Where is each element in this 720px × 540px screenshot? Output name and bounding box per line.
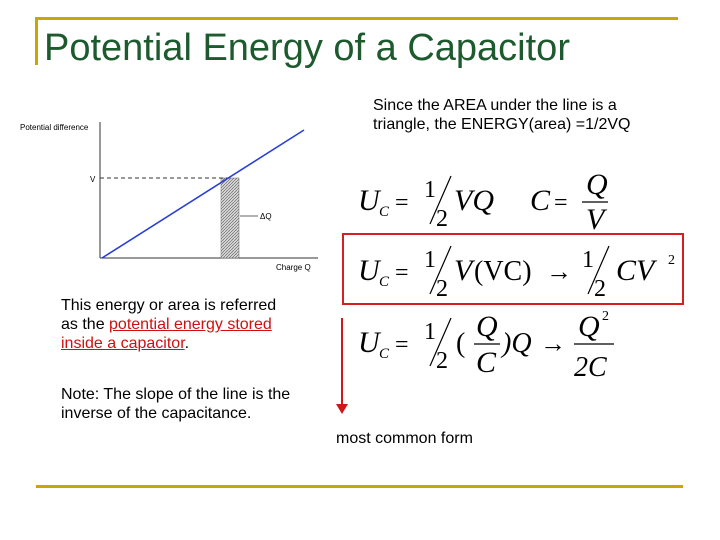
- svg-text:V: V: [454, 254, 473, 287]
- energy-text-line3-post: .: [184, 335, 190, 352]
- svg-text:2: 2: [594, 276, 606, 300]
- potential-charge-graph: [18, 112, 328, 274]
- svg-text:2: 2: [668, 253, 675, 268]
- slope-line: [102, 130, 304, 258]
- energy-text-line2-pre: as the: [61, 316, 110, 333]
- equation-2: [350, 238, 682, 300]
- svg-text:1: 1: [424, 247, 436, 273]
- svg-text:1: 1: [582, 247, 594, 273]
- energy-text-line1: This energy or area is referred: [61, 297, 277, 314]
- svg-text:=: =: [395, 260, 409, 286]
- svg-text:=: =: [395, 332, 409, 358]
- svg-text:→: →: [540, 329, 566, 358]
- area-note-line2: triangle, the ENERGY(area) =1/2VQ: [373, 116, 631, 133]
- svg-text:2: 2: [602, 309, 609, 324]
- svg-text:2: 2: [436, 348, 448, 374]
- svg-text:Q: Q: [578, 310, 600, 343]
- dq-label: ΔQ: [260, 212, 272, 221]
- svg-text:C: C: [379, 204, 390, 220]
- svg-text:C: C: [530, 184, 551, 217]
- svg-text:Q: Q: [586, 168, 608, 201]
- area-note: [373, 96, 630, 134]
- y-axis-label: Potential difference: [20, 123, 89, 132]
- svg-text:(VC): (VC): [474, 256, 532, 287]
- slope-note-line1: Note: The slope of the line is the: [61, 386, 291, 403]
- energy-text-line3: [61, 334, 276, 353]
- slope-note: [61, 385, 290, 423]
- svg-text:→: →: [546, 257, 572, 286]
- svg-text:U: U: [358, 326, 380, 359]
- svg-text:=: =: [395, 190, 409, 216]
- common-form-arrow: [341, 318, 343, 406]
- svg-text:Q: Q: [476, 310, 498, 343]
- potential-energy-link[interactable]: potential energy stored: [109, 316, 272, 333]
- svg-text:1: 1: [424, 177, 436, 203]
- equation-3: [350, 306, 630, 384]
- inside-capacitor-link[interactable]: inside a capacitor: [61, 335, 185, 352]
- svg-text:=: =: [554, 190, 568, 216]
- energy-text-line2: [61, 315, 276, 334]
- left-rule: [35, 17, 38, 65]
- svg-text:CV: CV: [616, 254, 655, 287]
- x-axis-label: Charge Q: [276, 263, 311, 272]
- delta-q-strip: [221, 178, 239, 258]
- arrow-head-icon: [336, 404, 348, 414]
- top-rule: [36, 17, 678, 20]
- slope-note-line2: inverse of the capacitance.: [61, 405, 252, 422]
- svg-text:2: 2: [436, 276, 448, 300]
- svg-text:C: C: [379, 346, 390, 362]
- area-note-line1: Since the AREA under the line is a: [373, 97, 617, 114]
- svg-text:2: 2: [436, 206, 448, 230]
- svg-text:C: C: [379, 274, 390, 290]
- slide-title: Potential Energy of a Capacitor: [44, 27, 570, 69]
- svg-text:U: U: [358, 254, 380, 287]
- svg-text:(: (: [456, 328, 466, 359]
- svg-text:V: V: [586, 203, 605, 230]
- energy-explanation: [61, 296, 276, 353]
- v-tick-label: V: [90, 175, 96, 184]
- svg-text:U: U: [358, 184, 380, 217]
- svg-text:)Q: )Q: [502, 328, 532, 359]
- svg-text:C: C: [476, 346, 497, 379]
- svg-text:1: 1: [424, 319, 436, 345]
- equation-1: [350, 168, 630, 230]
- svg-text:2C: 2C: [574, 352, 607, 383]
- bottom-rule: [36, 485, 683, 488]
- most-common-form-label: most common form: [336, 430, 473, 447]
- svg-text:VQ: VQ: [454, 184, 494, 217]
